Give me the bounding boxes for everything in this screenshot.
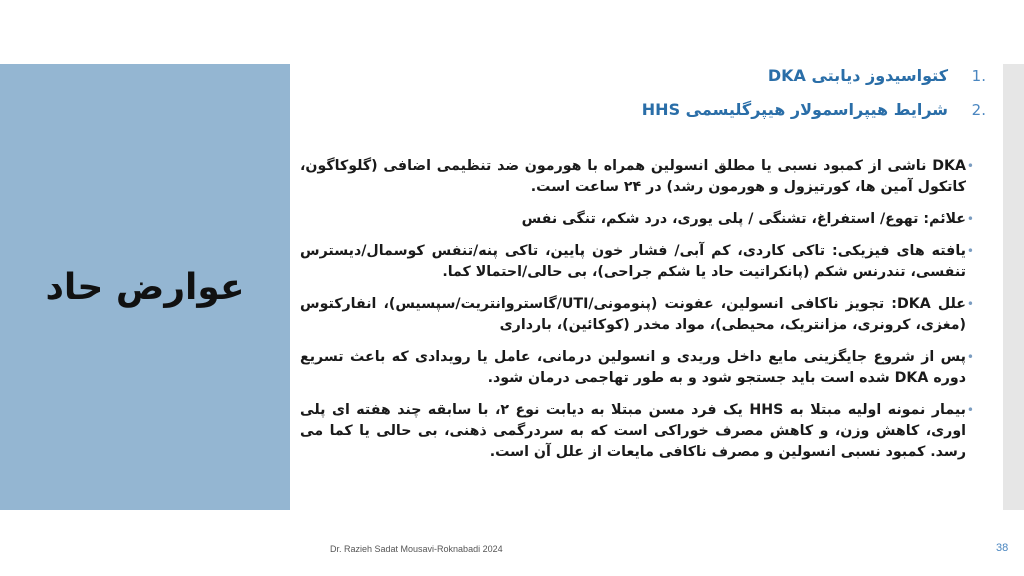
bullet-text: بیمار نمونه اولیه مبتلا به HHS یک فرد مسن مبتلا به دیابت نوع ۲، با سابقه چند هفته ای پلی اوری، کاهش وزن، و کاهش مصرف خوراکی است که به سردرگمی ذهنی، بی حالی یا کما می رسد. کمبود نسبی انسولین و مصرف ناکافی مایعات از علل آن است. bbox=[300, 402, 966, 460]
bullet-item bbox=[300, 209, 990, 230]
bullet-item bbox=[300, 400, 990, 463]
slide-title: عوارض حاد bbox=[45, 266, 245, 308]
item-number: .1 bbox=[971, 67, 986, 85]
bullet-icon: • bbox=[966, 350, 974, 364]
bullet-text: پس از شروع جایگزینی مایع داخل وریدی و انسولین درمانی، عامل یا رویدادی که باعث تسریع دوره DKA شده است باید جستجو شود و به طور تهاجمی درمان شود. bbox=[300, 349, 966, 386]
bullet-text: یافته های فیزیکی: تاکی کاردی، کم آبی/ فشار خون پایین، تاکی پنه/تنفس کوسمال/دیسترس تنفسی، تندرنس شکم (پانکراتیت حاد یا شکم جراحی)، بی حالی/احتمالا کما. bbox=[300, 243, 966, 280]
right-decor-strip bbox=[1003, 64, 1024, 510]
slide-content bbox=[300, 64, 990, 510]
bullet-icon: • bbox=[966, 244, 974, 258]
bullet-icon: • bbox=[966, 403, 974, 417]
bullet-text: DKA ناشی از کمبود نسبی یا مطلق انسولین همراه با هورمون ضد تنظیمی اضافی (گلوکاگون، کاتکول آمین ها، کورتیزول و هورمون رشد) در ۲۴ ساعت است. bbox=[300, 158, 966, 195]
bullet-icon: • bbox=[966, 159, 974, 173]
bullet-item bbox=[300, 156, 990, 198]
bullet-text: علل DKA: تجویز ناکافی انسولین، عفونت (پنومونی/UTI/گاستروانتریت/سپسیس)، انفارکتوس (مغزی، کرونری، مزانتریک، محیطی)، مواد مخدر (کوکائین)، بارداری bbox=[300, 296, 966, 333]
footer-author: Dr. Razieh Sadat Mousavi-Roknabadi 2024 bbox=[330, 544, 503, 554]
numbered-item bbox=[300, 66, 990, 100]
item-number: .2 bbox=[971, 101, 986, 119]
bullet-icon: • bbox=[966, 297, 974, 311]
bullet-item bbox=[300, 241, 990, 283]
bullet-list bbox=[300, 156, 990, 463]
bullet-icon: • bbox=[966, 212, 974, 226]
bullet-text: علائم: تهوع/ استفراغ، تشنگی / پلی یوری، درد شکم، تنگی نفس bbox=[521, 211, 966, 227]
numbered-item bbox=[300, 100, 990, 134]
title-panel bbox=[0, 64, 290, 510]
bullet-item bbox=[300, 294, 990, 336]
numbered-list bbox=[300, 64, 990, 134]
item-text: کتواسیدوز دیابتی DKA bbox=[767, 66, 948, 85]
item-text: شرایط هیپراسمولار هیپرگلیسمی HHS bbox=[641, 100, 948, 119]
bullet-item bbox=[300, 347, 990, 389]
page-number: 38 bbox=[996, 542, 1009, 554]
